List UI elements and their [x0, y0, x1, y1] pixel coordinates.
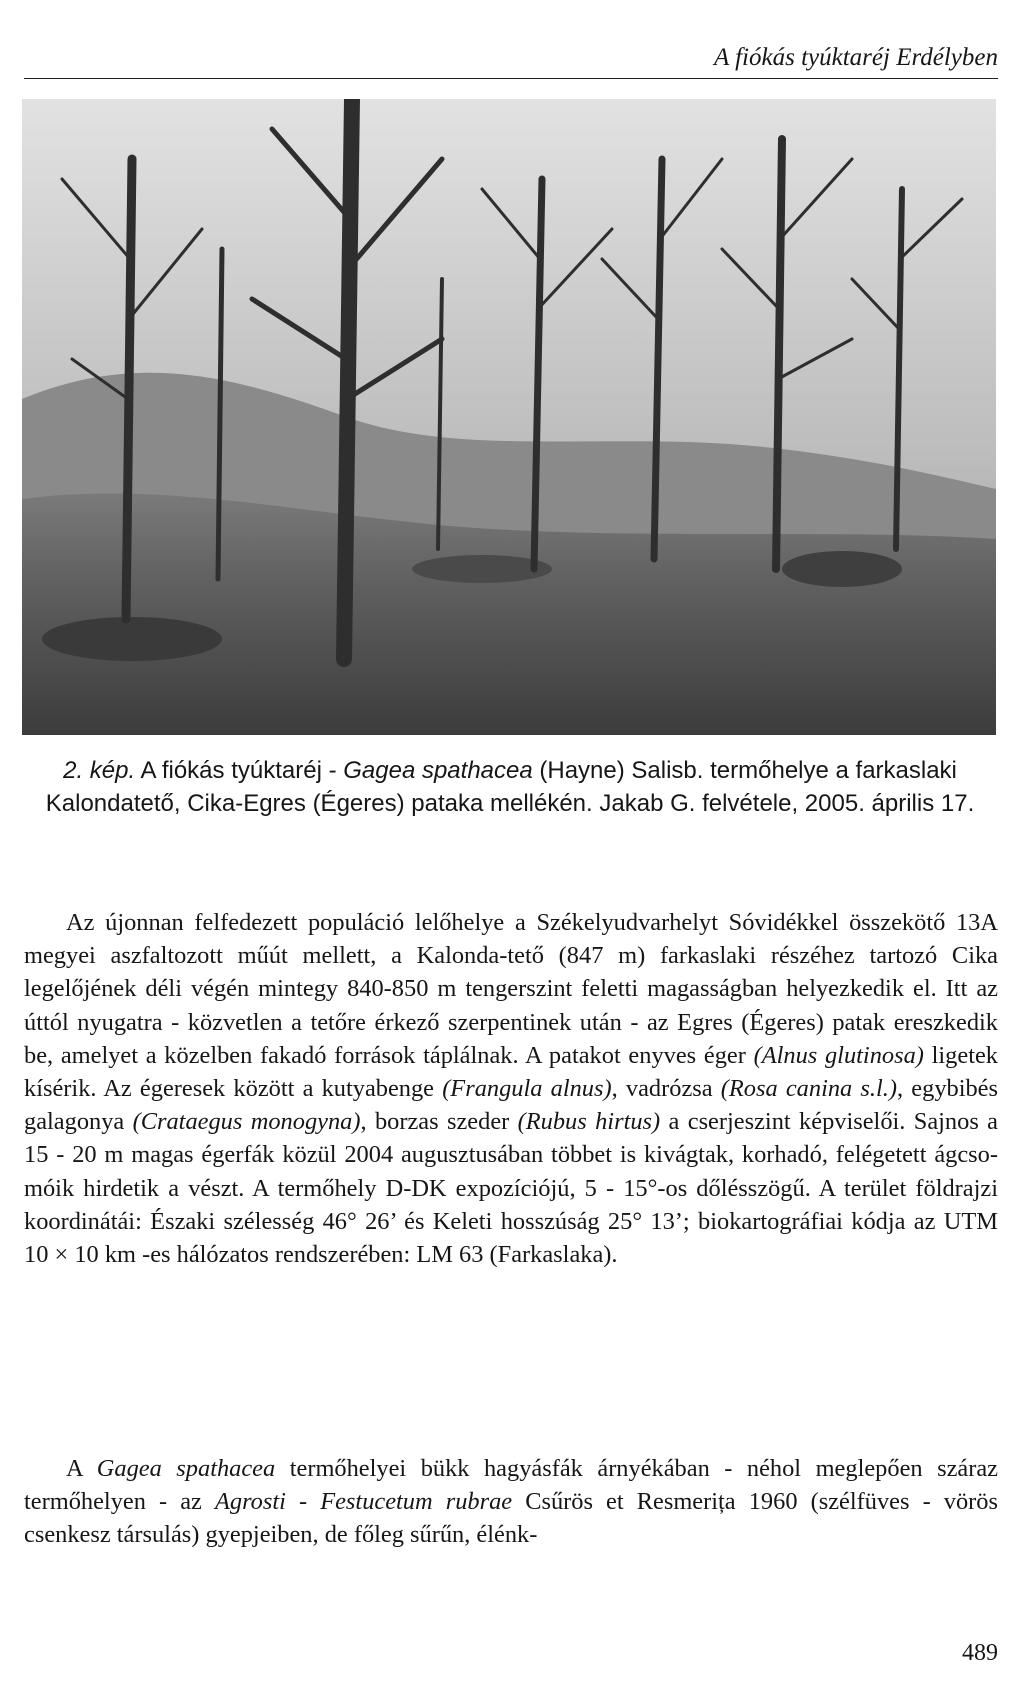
text-run: termőhelyei bükk hagyásfák árnyékában - néhol meglepően száraz termőhelyen - az: [24, 1455, 999, 1516]
italic-term: (Rubus hirtus): [517, 1108, 661, 1136]
italic-term: (Alnus glutinosa): [753, 1041, 924, 1069]
header-rule: [24, 78, 998, 79]
italic-term: (Crataegus monogyna): [132, 1108, 361, 1136]
caption-label: 2. kép.: [63, 757, 136, 784]
text-run: a cserjeszint képviselői. Sajnos a 15 - 20 m magas égerfák közül 2004 augusztusában többet is kivágtak, korhadó, felégetett ágcsomóik hirdetik a vészt. A termőhely D-DK expozíciójú, 5 - 15°-os dőlésszögű. A terület földrajzi koordinátái: Északi szélesség 46° 26’ és Keleti hosszúság 25° 13’; biokartográfiai kódja az UTM 10 × 10 km -es hálózatos rendszerében: LM 63 (Farkaslaka).: [24, 1108, 999, 1269]
text-run: Az újonnan felfedezett populáció lelőhelye a Székelyudvarhelyt Sóvidékkel összekötő 13A megyei aszfaltozott műút mellett, a Kalonda-tető (847 m) farkaslaki részéhez tartozó Cika legelőjének déli végén mintegy 840-850 m tengerszint feletti magasságban helyezkedik el. Itt az úttól nyugatra - közvetlen a tetőre érkező szerpentinek után - az Egres (Égeres) patak ereszkedik be, amelyet a közelben fakadó források táplálnak. A patakot enyves éger: [24, 909, 998, 1069]
figure-photograph: [22, 99, 996, 735]
figure-caption: [40, 754, 980, 820]
running-head: A fiókás tyúktaréj Erdélyben: [714, 44, 998, 71]
italic-term: Gagea spathacea: [96, 1455, 276, 1482]
photograph-illustration: [22, 99, 996, 735]
paragraph-habitat: [24, 1452, 998, 1552]
caption-text-1: A fiókás tyúktaréj -: [135, 757, 344, 784]
italic-term: (Rosa canina s.l.): [720, 1075, 898, 1103]
italic-term: (Frangula alnus): [442, 1075, 612, 1103]
paragraph-locality: [24, 906, 998, 1271]
caption-species: Gagea spathacea: [343, 757, 533, 784]
text-run: Csűrös et Resmerița 1960 (szélfüves - vörös csenkesz társulás) gyepjeiben, de főleg sűrűn, élénk-: [24, 1488, 998, 1549]
text-run: , borzas szeder: [360, 1108, 518, 1136]
text-run: A: [66, 1455, 97, 1482]
caption-text-2: (Hayne) Salisb. termőhelye a farkaslaki Kalondatető, Cika-Egres (Égeres) pataka mellékén. Jakab G. felvétele, 2005. április 17.: [45, 757, 975, 817]
text-run: , vadrózsa: [611, 1075, 721, 1103]
italic-term: Agrosti - Festucetum rubrae: [214, 1488, 513, 1516]
page-number: 489: [962, 1640, 998, 1666]
text-run: ligetek kísérik. Az égeresek között a kutyabenge: [24, 1041, 998, 1103]
text-run: , egybibés galagonya: [24, 1075, 998, 1136]
